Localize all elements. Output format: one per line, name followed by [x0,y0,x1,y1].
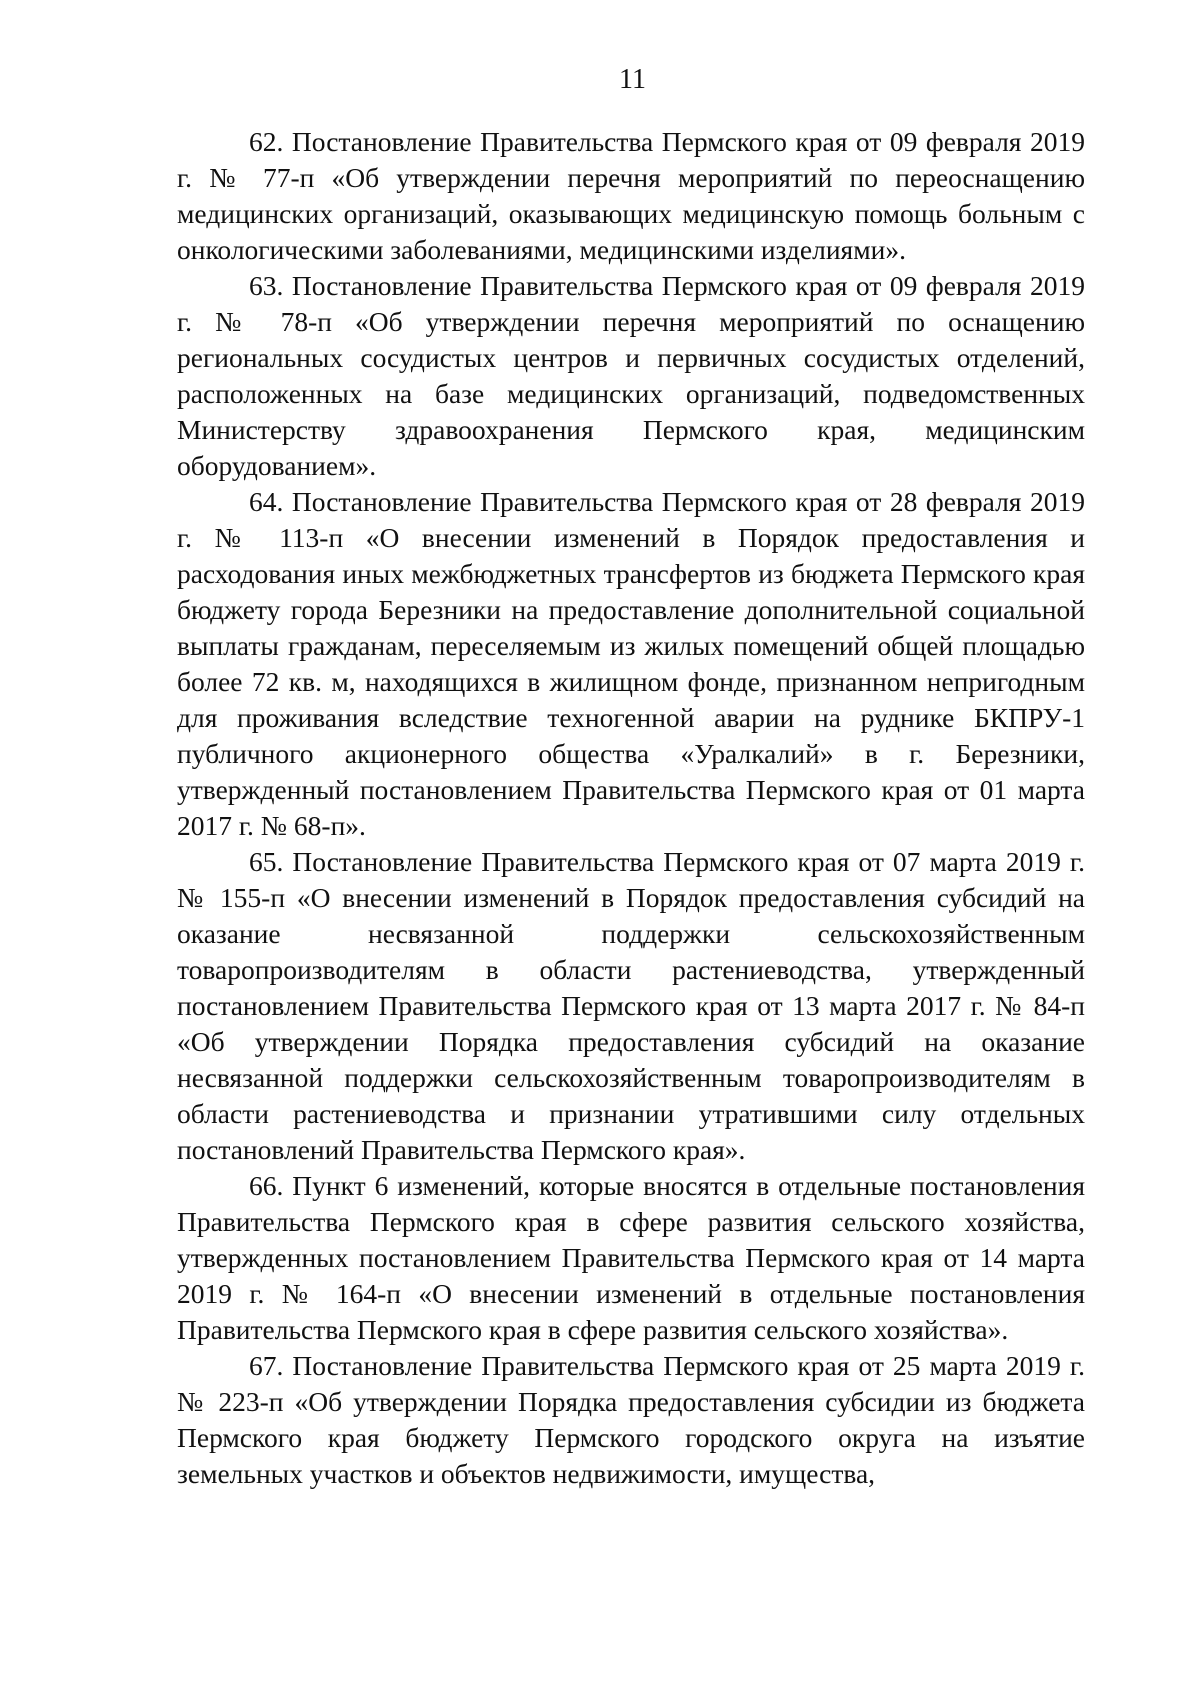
paragraph-64: 64. Постановление Правительства Пермского края от 28 февраля 2019 г. № 113-п «О внесении изменений в Порядок предоставления и расходования иных межбюджетных трансфертов из бюджета Пермского края бюджету города Березники на предоставление дополнительной социальной выплаты гражданам, переселяемым из жилых помещений общей площадью более 72 кв. м, находящихся в жилищном фонде, признанном непригодным для проживания вследствие техногенной аварии на руднике БКПРУ-1 публичного акционерного общества «Уралкалий» в г. Березники, утвержденный постановлением Правительства Пермского края от 01 марта 2017 г. № 68-п». [177,486,1085,841]
paragraph-65: 65. Постановление Правительства Пермского края от 07 марта 2019 г. № 155-п «О внесении изменений в Порядок предоставления субсидий на оказание несвязанной поддержки сельскохозяйственным товаропроизводителям в области растениеводства, утвержденный постановлением Правительства Пермского края от 13 марта 2017 г. № 84-п «Об утверждении Порядка предоставления субсидий на оказание несвязанной поддержки сельскохозяйственным товаропроизводителям в области растениеводства и признании утратившими силу отдельных постановлений Правительства Пермского края». [177,846,1085,1165]
paragraph-63: 63. Постановление Правительства Пермского края от 09 февраля 2019 г. № 78-п «Об утверждении перечня мероприятий по оснащению региональных сосудистых центров и первичных сосудистых отделений, расположенных на базе медицинских организаций, подведомственных Министерству здравоохранения Пермского края, медицинским оборудованием». [177,270,1085,481]
paragraph-62: 62. Постановление Правительства Пермского края от 09 февраля 2019 г. № 77-п «Об утверждении перечня мероприятий по переоснащению медицинских организаций, оказывающих медицинскую помощь больным с онкологическими заболеваниями, медицинскими изделиями». [177,126,1085,265]
paragraph-67: 67. Постановление Правительства Пермского края от 25 марта 2019 г. № 223-п «Об утверждении Порядка предоставления субсидии из бюджета Пермского края бюджету Пермского городского округа на изъятие земельных участков и объектов недвижимости, имущества, [177,1350,1085,1489]
page-number: 11 [619,64,646,95]
document-body [177,124,1085,1492]
paragraph-66: 66. Пункт 6 изменений, которые вносятся в отдельные постановления Правительства Пермского края в сфере развития сельского хозяйства, утвержденных постановлением Правительства Пермского края от 14 марта 2019 г. № 164-п «О внесении изменений в отдельные постановления Правительства Пермского края в сфере развития сельского хозяйства». [177,1170,1085,1345]
